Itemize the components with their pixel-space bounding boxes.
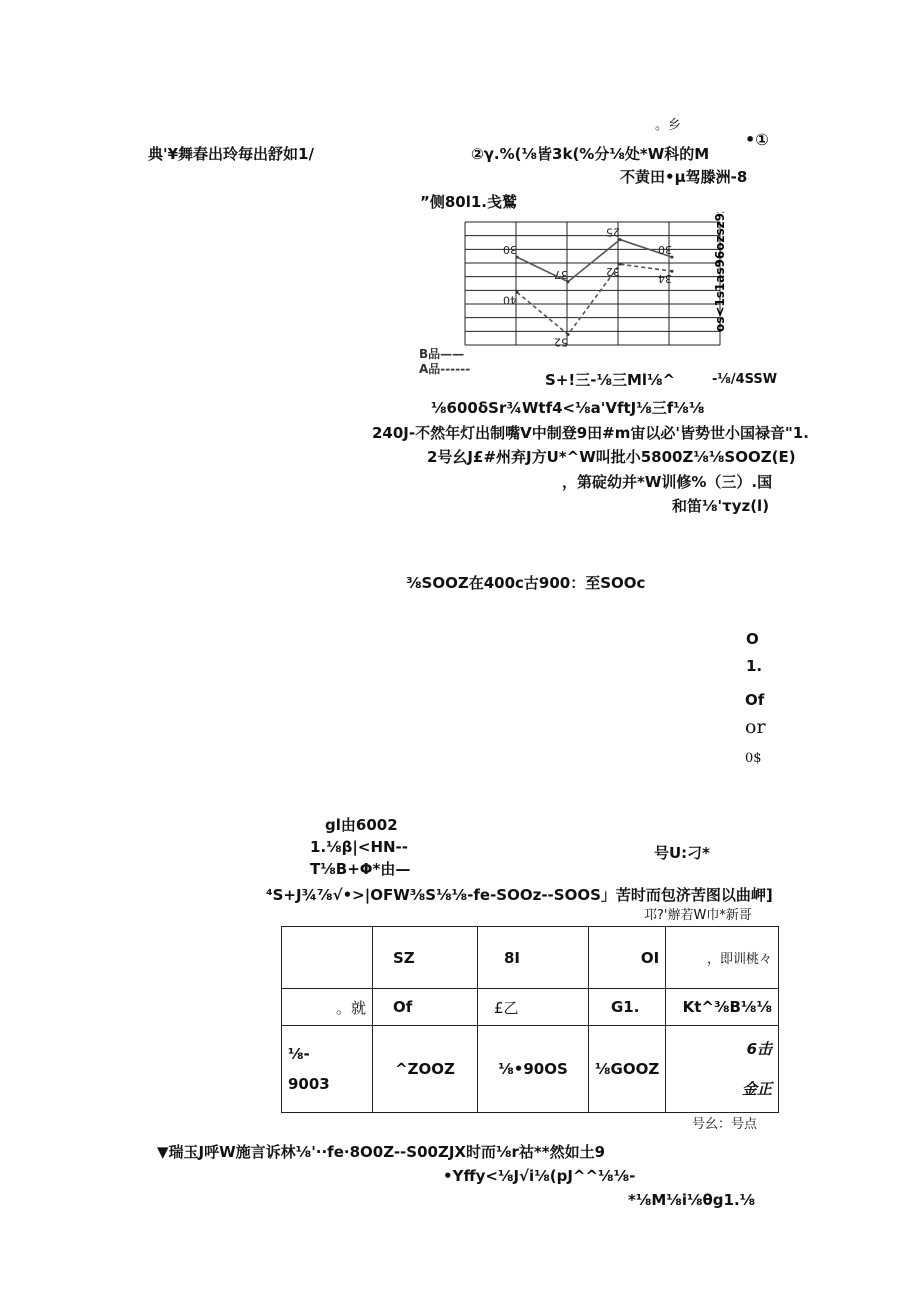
table-cell: 。就: [282, 989, 373, 1026]
table-cell: G1.: [589, 989, 666, 1026]
right-col-2: Of: [745, 691, 765, 709]
table-cell: ⅛- 9003: [282, 1026, 373, 1113]
table-cell: 8I: [478, 927, 589, 989]
data-label: 25: [606, 225, 620, 239]
block1-right: 号U:刁*: [654, 844, 711, 862]
block1-line-0: gl由6002: [325, 816, 398, 834]
body-line-e: ，第碇幼并*W训修%（三）.国: [562, 473, 773, 491]
header-left-line: 典'¥舞春出玲毎出舒如1/: [148, 145, 314, 163]
chart-grid: [465, 222, 720, 345]
data-table: [281, 926, 779, 1113]
chart-caption: ”侧80l1.戋鷲: [420, 193, 518, 211]
footer-line-k: •Yffy<⅛J√i⅛(pJ^^⅛⅛-: [443, 1167, 636, 1185]
body-line-a-right: -⅛/4SSW: [712, 372, 778, 387]
table-cell: ，即训桃々: [666, 927, 779, 989]
table-cell: SZ: [373, 927, 478, 989]
data-label: 32: [606, 265, 620, 279]
header-right-line: 不黄田•μ驾滕洲-8: [620, 168, 748, 186]
table-cell: ⅛•90OS: [478, 1026, 589, 1113]
header-center-line: ②γ.%(⅛皆3k(%分⅛处*W科的M: [471, 145, 710, 163]
right-col-4: 0$: [745, 751, 762, 766]
block1-line-1: 1.⅛β|<HN--: [310, 838, 409, 856]
series-line-B: [517, 240, 672, 282]
body-line-i: 邛?'辦若W巾*新哥: [644, 908, 752, 923]
footer-line-l: *⅛M⅛i⅛θg1.⅛: [628, 1191, 756, 1209]
body-line-d: 2号幺J£#州弃J方U*^W叫批小5800Z⅛⅛SOOZ(E): [427, 448, 796, 466]
table-cell: £乙: [478, 989, 589, 1026]
table-cell: ^ZOOZ: [373, 1026, 478, 1113]
data-label: 40: [503, 293, 517, 307]
table-cell: [282, 927, 373, 989]
block1-line-2: T⅛B+Φ*由—: [310, 860, 411, 878]
data-label: 37: [554, 267, 568, 281]
table-row: [282, 989, 779, 1026]
footer-line-j: ▼瑞玉J呼W施言诉林⅛'··fe·8O0Z--S00ZJX时而⅛r祜**然如土9: [157, 1143, 606, 1161]
table-cell: OI: [589, 927, 666, 989]
chart-side-label: os<1s1as96ozsz9zoo: [713, 212, 727, 332]
table-cell: 6击 金正: [666, 1026, 779, 1113]
right-col-1: 1.: [746, 657, 763, 675]
data-label: 30: [503, 243, 517, 257]
table-row: [282, 927, 779, 989]
right-col-0: O: [746, 630, 759, 648]
table-cell: Of: [373, 989, 478, 1026]
body-line-f: 和笛⅛'τyz(l): [672, 497, 770, 515]
table-cell: ⅛GOOZ: [589, 1026, 666, 1113]
table-cell: Kt^⅜B⅛⅛: [666, 989, 779, 1026]
legend-a: A品------: [419, 362, 471, 376]
data-label: 34: [658, 272, 672, 286]
series-line-A: [517, 264, 672, 334]
header-mark: 。乡: [655, 118, 682, 133]
right-col-3: or: [745, 716, 766, 738]
body-line-c: 240J-不然年灯出制嘴V中制登9田#m宙以必'皆势世小国禄音"1.: [372, 424, 809, 442]
legend-b: B品——: [419, 347, 465, 361]
footer-note: 号幺：号点: [692, 1117, 758, 1132]
data-label: 52: [554, 335, 568, 349]
body-line-g: ⅜SOOZ在400c古900：至SOOc: [406, 574, 646, 592]
circle-mark: •①: [745, 130, 769, 149]
table-row: [282, 1026, 779, 1113]
data-label: 30: [658, 243, 672, 257]
body-line-h: ⁴S+J¾⅞√•>|OFW⅜S⅛⅛-fe-SOOz--SOOS」苦时而包济苦图以曲岬]: [266, 886, 773, 904]
body-line-a: S+!三-⅛三Ml⅛^: [545, 371, 676, 389]
body-line-b: ⅛600δSr¾Wtf4<⅛a'VftJ⅛三f⅛⅛: [431, 399, 705, 417]
